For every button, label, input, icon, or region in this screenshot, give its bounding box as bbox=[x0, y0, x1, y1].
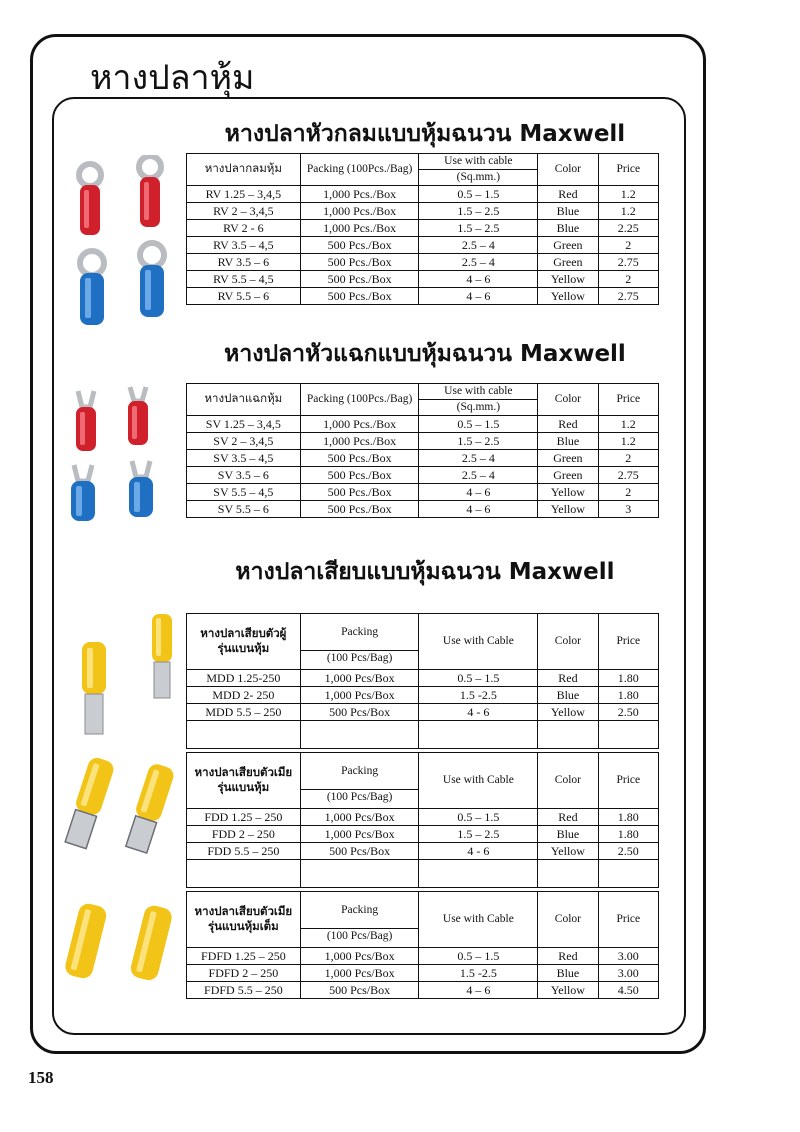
table-row bbox=[187, 450, 659, 467]
cell-packing: 1,000 Pcs/Box bbox=[300, 809, 419, 826]
spacer-row bbox=[187, 721, 659, 749]
red-ring-terminal-1 bbox=[79, 164, 101, 235]
table-row bbox=[187, 433, 659, 450]
packing-label: Packing bbox=[341, 765, 379, 777]
fork-terminal-table bbox=[186, 383, 659, 518]
cell-packing: 500 Pcs/Box bbox=[300, 843, 419, 860]
cell-packing: 500 Pcs/Box bbox=[300, 982, 419, 999]
cell-color: Green bbox=[538, 467, 598, 484]
col-header-packing bbox=[300, 892, 419, 948]
cell-packing: 1,000 Pcs/Box bbox=[300, 948, 419, 965]
cell-cable: 1.5 -2.5 bbox=[419, 965, 538, 982]
cell-price: 1.2 bbox=[598, 416, 658, 433]
cell-model: RV 3.5 – 4,5 bbox=[187, 237, 301, 254]
cell-cable: 0.5 – 1.5 bbox=[419, 948, 538, 965]
cell-price: 2 bbox=[598, 271, 658, 288]
packing-label: Packing bbox=[341, 904, 379, 916]
cell-color: Yellow bbox=[538, 501, 598, 518]
fully-insulated-female-2 bbox=[129, 904, 174, 983]
cell-model: FDD 1.25 – 250 bbox=[187, 809, 301, 826]
cell-packing: 500 Pcs./Box bbox=[300, 254, 419, 271]
packing-label: Packing bbox=[341, 626, 379, 638]
table-row bbox=[187, 237, 659, 254]
table-row bbox=[187, 704, 659, 721]
cell-packing: 500 Pcs./Box bbox=[300, 237, 419, 254]
cell-packing: 1,000 Pcs./Box bbox=[300, 186, 419, 203]
cell-cable: 4 - 6 bbox=[419, 704, 538, 721]
name-line-1: หางปลาเสียบตัวผู้ bbox=[200, 627, 287, 640]
cell-price: 3.00 bbox=[598, 965, 658, 982]
cell-color: Red bbox=[538, 416, 598, 433]
cell-cable: 2.5 – 4 bbox=[419, 467, 538, 484]
cell-model: RV 2 - 6 bbox=[187, 220, 301, 237]
male-disconnect-1 bbox=[152, 614, 172, 698]
cell-color: Yellow bbox=[538, 484, 598, 501]
table-row bbox=[187, 484, 659, 501]
page-title: หางปลาหุ้ม bbox=[90, 58, 255, 98]
male-disconnect-table bbox=[186, 613, 659, 749]
table-row bbox=[187, 843, 659, 860]
table-row bbox=[187, 220, 659, 237]
col-header-price: Price bbox=[598, 614, 658, 670]
cell-model: FDFD 1.25 – 250 bbox=[187, 948, 301, 965]
cable-label: Use with cable bbox=[444, 385, 513, 397]
cell-price: 1.80 bbox=[598, 687, 658, 704]
table-row bbox=[187, 288, 659, 305]
cell-color: Red bbox=[538, 670, 598, 687]
col-header-name: หางปลากลมหุ้ม bbox=[187, 154, 301, 186]
cell-model: RV 5.5 – 6 bbox=[187, 288, 301, 305]
cell-cable: 2.5 – 4 bbox=[419, 254, 538, 271]
cell-price: 2.50 bbox=[598, 704, 658, 721]
table-row bbox=[187, 948, 659, 965]
packing-unit: (100 Pcs/Bag) bbox=[300, 650, 419, 666]
col-header-cable bbox=[419, 384, 538, 416]
col-header-name bbox=[187, 753, 301, 809]
cell-price: 2.75 bbox=[598, 288, 658, 305]
cell-price: 2 bbox=[598, 237, 658, 254]
cell-packing: 1,000 Pcs/Box bbox=[300, 687, 419, 704]
name-line-2: รุ่นแบนหุ้ม bbox=[217, 642, 270, 655]
cable-unit: (Sq.mm.) bbox=[419, 399, 538, 415]
table-row bbox=[187, 670, 659, 687]
cell-color: Blue bbox=[538, 826, 598, 843]
cable-unit: (Sq.mm.) bbox=[419, 169, 538, 185]
ring-terminal-image bbox=[62, 155, 182, 330]
cell-cable: 4 – 6 bbox=[419, 271, 538, 288]
red-ring-terminal-2 bbox=[139, 156, 161, 227]
page-number: 158 bbox=[28, 1068, 54, 1087]
cell-price: 2.25 bbox=[598, 220, 658, 237]
col-header-name bbox=[187, 614, 301, 670]
cell-price: 1.2 bbox=[598, 433, 658, 450]
section-title-ring: หางปลาหัวกลมแบบหุ้มฉนวน Maxwell bbox=[224, 121, 626, 147]
cell-color: Yellow bbox=[538, 982, 598, 999]
cell-model: MDD 2- 250 bbox=[187, 687, 301, 704]
cell-cable: 4 - 6 bbox=[419, 843, 538, 860]
cell-packing: 1,000 Pcs/Box bbox=[300, 826, 419, 843]
spacer-row bbox=[187, 860, 659, 888]
cell-cable: 2.5 – 4 bbox=[419, 450, 538, 467]
cell-model: RV 1.25 – 3,4,5 bbox=[187, 186, 301, 203]
col-header-price: Price bbox=[598, 753, 658, 809]
female-disconnect-2 bbox=[124, 762, 176, 854]
col-header-color: Color bbox=[538, 892, 598, 948]
cell-color: Blue bbox=[538, 220, 598, 237]
table-row bbox=[187, 254, 659, 271]
cell-color: Green bbox=[538, 254, 598, 271]
blue-ring-terminal-2 bbox=[140, 243, 164, 317]
cell-cable: 4 – 6 bbox=[419, 484, 538, 501]
cell-model: RV 2 – 3,4,5 bbox=[187, 203, 301, 220]
cell-packing: 500 Pcs./Box bbox=[300, 467, 419, 484]
cell-color: Yellow bbox=[538, 704, 598, 721]
col-header-name bbox=[187, 892, 301, 948]
cell-packing: 500 Pcs./Box bbox=[300, 450, 419, 467]
cell-color: Red bbox=[538, 809, 598, 826]
cell-price: 1.2 bbox=[598, 203, 658, 220]
male-disconnect-2 bbox=[82, 642, 106, 734]
cell-price: 1.2 bbox=[598, 186, 658, 203]
cell-model: SV 5.5 – 6 bbox=[187, 501, 301, 518]
cell-cable: 4 – 6 bbox=[419, 288, 538, 305]
cell-color: Blue bbox=[538, 687, 598, 704]
col-header-cable: Use with Cable bbox=[419, 892, 538, 948]
cell-packing: 500 Pcs./Box bbox=[300, 484, 419, 501]
col-header-cable: Use with Cable bbox=[419, 753, 538, 809]
fully-insulated-female-image bbox=[62, 900, 182, 990]
table-row bbox=[187, 271, 659, 288]
cell-price: 2.50 bbox=[598, 843, 658, 860]
col-header-name: หางปลาแฉกหุ้ม bbox=[187, 384, 301, 416]
table-row bbox=[187, 501, 659, 518]
red-fork-terminal-2 bbox=[128, 387, 148, 445]
blue-fork-terminal-1 bbox=[71, 465, 95, 521]
section-title-fork: หางปลาหัวแฉกแบบหุ้มฉนวน Maxwell bbox=[224, 341, 626, 367]
cell-model: FDD 2 – 250 bbox=[187, 826, 301, 843]
cell-price: 1.80 bbox=[598, 826, 658, 843]
cell-color: Red bbox=[538, 948, 598, 965]
cell-cable: 1.5 – 2.5 bbox=[419, 220, 538, 237]
cell-color: Yellow bbox=[538, 271, 598, 288]
cell-model: SV 3.5 – 4,5 bbox=[187, 450, 301, 467]
name-line-1: หางปลาเสียบตัวเมีย bbox=[194, 905, 293, 918]
col-header-color: Color bbox=[538, 753, 598, 809]
cell-model: SV 3.5 – 6 bbox=[187, 467, 301, 484]
male-disconnect-image bbox=[70, 612, 180, 737]
cell-color: Yellow bbox=[538, 843, 598, 860]
table-row bbox=[187, 186, 659, 203]
table-row bbox=[187, 687, 659, 704]
cell-packing: 1,000 Pcs./Box bbox=[300, 433, 419, 450]
cell-model: FDD 5.5 – 250 bbox=[187, 843, 301, 860]
female-disconnect-image bbox=[62, 758, 182, 858]
cell-packing: 500 Pcs./Box bbox=[300, 288, 419, 305]
cell-price: 1.80 bbox=[598, 670, 658, 687]
cell-color: Red bbox=[538, 186, 598, 203]
red-fork-terminal-1 bbox=[76, 391, 96, 451]
col-header-packing: Packing (100Pcs./Bag) bbox=[300, 154, 419, 186]
cell-color: Blue bbox=[538, 965, 598, 982]
table-row bbox=[187, 467, 659, 484]
blue-fork-terminal-2 bbox=[129, 461, 153, 517]
cell-model: MDD 5.5 – 250 bbox=[187, 704, 301, 721]
cell-model: FDFD 5.5 – 250 bbox=[187, 982, 301, 999]
cell-price: 4.50 bbox=[598, 982, 658, 999]
cell-packing: 500 Pcs./Box bbox=[300, 501, 419, 518]
cell-packing: 1,000 Pcs./Box bbox=[300, 203, 419, 220]
cell-packing: 500 Pcs./Box bbox=[300, 271, 419, 288]
cell-cable: 1.5 -2.5 bbox=[419, 687, 538, 704]
table-row bbox=[187, 826, 659, 843]
col-header-price: Price bbox=[598, 154, 658, 186]
name-line-1: หางปลาเสียบตัวเมีย bbox=[194, 766, 293, 779]
table-row bbox=[187, 416, 659, 433]
col-header-cable: Use with Cable bbox=[419, 614, 538, 670]
cell-cable: 4 – 6 bbox=[419, 982, 538, 999]
section-title-disconnect: หางปลาเสียบแบบหุ้มฉนวน Maxwell bbox=[235, 559, 615, 585]
cell-model: MDD 1.25-250 bbox=[187, 670, 301, 687]
cell-cable: 1.5 – 2.5 bbox=[419, 203, 538, 220]
col-header-color: Color bbox=[538, 614, 598, 670]
female-disconnect-table bbox=[186, 752, 659, 888]
cell-price: 1.80 bbox=[598, 809, 658, 826]
packing-unit: (100 Pcs/Bag) bbox=[300, 928, 419, 944]
cell-price: 2.75 bbox=[598, 467, 658, 484]
fully-insulated-female-table bbox=[186, 891, 659, 999]
name-line-2: รุ่นแบนหุ้มเต็ม bbox=[207, 920, 279, 933]
cell-cable: 1.5 – 2.5 bbox=[419, 826, 538, 843]
col-header-price: Price bbox=[598, 892, 658, 948]
ring-terminal-table bbox=[186, 153, 659, 305]
cell-model: SV 5.5 – 4,5 bbox=[187, 484, 301, 501]
cell-color: Blue bbox=[538, 203, 598, 220]
table-row bbox=[187, 203, 659, 220]
col-header-price: Price bbox=[598, 384, 658, 416]
cell-cable: 2.5 – 4 bbox=[419, 237, 538, 254]
cell-cable: 4 – 6 bbox=[419, 501, 538, 518]
col-header-packing bbox=[300, 614, 419, 670]
cell-cable: 1.5 – 2.5 bbox=[419, 433, 538, 450]
table-row bbox=[187, 982, 659, 999]
cell-price: 3.00 bbox=[598, 948, 658, 965]
blue-ring-terminal-1 bbox=[80, 251, 104, 325]
cell-packing: 1,000 Pcs./Box bbox=[300, 220, 419, 237]
cell-packing: 500 Pcs/Box bbox=[300, 704, 419, 721]
cell-packing: 1,000 Pcs/Box bbox=[300, 965, 419, 982]
col-header-cable bbox=[419, 154, 538, 186]
cell-cable: 0.5 – 1.5 bbox=[419, 670, 538, 687]
cell-model: RV 5.5 – 4,5 bbox=[187, 271, 301, 288]
cell-model: RV 3.5 – 6 bbox=[187, 254, 301, 271]
table-row bbox=[187, 965, 659, 982]
cell-model: SV 1.25 – 3,4,5 bbox=[187, 416, 301, 433]
col-header-color: Color bbox=[538, 154, 598, 186]
cell-model: SV 2 – 3,4,5 bbox=[187, 433, 301, 450]
cell-cable: 0.5 – 1.5 bbox=[419, 186, 538, 203]
fully-insulated-female-1 bbox=[63, 902, 108, 981]
cell-model: FDFD 2 – 250 bbox=[187, 965, 301, 982]
table-row bbox=[187, 809, 659, 826]
cell-packing: 1,000 Pcs./Box bbox=[300, 416, 419, 433]
fork-terminal-image bbox=[62, 385, 182, 525]
cell-color: Yellow bbox=[538, 288, 598, 305]
female-disconnect-1 bbox=[63, 758, 116, 849]
cell-price: 2 bbox=[598, 484, 658, 501]
col-header-color: Color bbox=[538, 384, 598, 416]
cable-label: Use with cable bbox=[444, 155, 513, 167]
col-header-packing: Packing (100Pcs./Bag) bbox=[300, 384, 419, 416]
cell-price: 2.75 bbox=[598, 254, 658, 271]
cell-price: 3 bbox=[598, 501, 658, 518]
col-header-packing bbox=[300, 753, 419, 809]
packing-unit: (100 Pcs/Bag) bbox=[300, 789, 419, 805]
cell-color: Green bbox=[538, 237, 598, 254]
cell-color: Green bbox=[538, 450, 598, 467]
cell-price: 2 bbox=[598, 450, 658, 467]
cell-cable: 0.5 – 1.5 bbox=[419, 809, 538, 826]
name-line-2: รุ่นแบนหุ้ม bbox=[217, 781, 270, 794]
cell-packing: 1,000 Pcs/Box bbox=[300, 670, 419, 687]
cell-cable: 0.5 – 1.5 bbox=[419, 416, 538, 433]
cell-color: Blue bbox=[538, 433, 598, 450]
